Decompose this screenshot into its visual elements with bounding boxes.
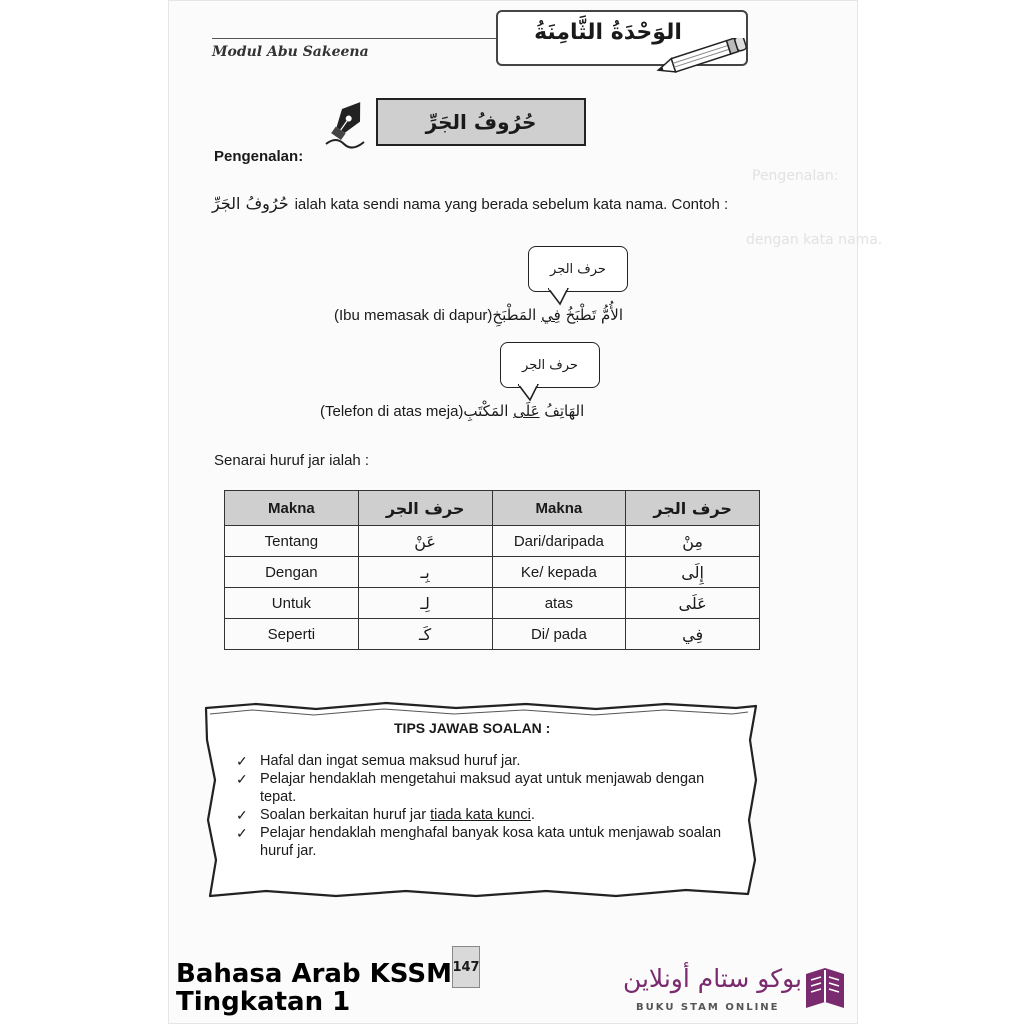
example-meaning: (Ibu memasak di dapur) bbox=[334, 307, 493, 324]
check-icon: ✓ bbox=[236, 825, 248, 841]
intro-term: حُرُوفُ الجَرِّ bbox=[212, 194, 289, 213]
table-cell: مِنْ bbox=[626, 526, 760, 557]
table-cell: Di/ pada bbox=[492, 619, 626, 650]
tips-title: TIPS JAWAB SOALAN : bbox=[394, 720, 551, 736]
speech-bubble-label: حرف الجر bbox=[500, 342, 600, 388]
example-sentence bbox=[334, 306, 623, 324]
tip-text: Pelajar hendaklah mengetahui maksud ayat untuk menjawab dengan tepat. bbox=[260, 771, 705, 805]
book-title bbox=[176, 960, 452, 1016]
column-header: Makna bbox=[225, 491, 359, 526]
intro-paragraph bbox=[212, 194, 728, 213]
tip-item bbox=[236, 824, 736, 860]
table-cell: عَلَى bbox=[626, 588, 760, 619]
watermark-arabic: بوكو ستام أونلاين bbox=[622, 964, 802, 993]
tip-text: Soalan berkaitan huruf jar bbox=[260, 807, 431, 823]
table-cell: Ke/ kepada bbox=[492, 557, 626, 588]
tip-item bbox=[236, 806, 736, 824]
topic-title: حُرُوفُ الجَرِّ bbox=[376, 98, 586, 146]
module-name: Modul Abu Sakeena bbox=[212, 44, 369, 60]
header-rule bbox=[212, 38, 498, 39]
tip-underlined: tiada kata kunci bbox=[430, 807, 531, 823]
section-heading: Pengenalan: bbox=[214, 148, 304, 165]
bleed-through-text: dengan kata nama. bbox=[746, 232, 883, 248]
tip-item bbox=[236, 770, 736, 806]
bubble-tail bbox=[548, 288, 572, 306]
table-cell: كَـ bbox=[358, 619, 492, 650]
example-meaning: (Telefon di atas meja) bbox=[320, 403, 464, 420]
table-row bbox=[225, 619, 760, 650]
table-cell: Tentang bbox=[225, 526, 359, 557]
check-icon: ✓ bbox=[236, 753, 248, 769]
example-highlight: عَلَى bbox=[513, 402, 540, 420]
tip-item bbox=[236, 752, 736, 770]
speech-bubble-label: حرف الجر bbox=[528, 246, 628, 292]
example-arabic-part: الهَاتِفُ bbox=[539, 402, 585, 420]
table-cell: عَنْ bbox=[358, 526, 492, 557]
column-header: حرف الجر bbox=[358, 491, 492, 526]
book-logo-icon bbox=[802, 962, 848, 1012]
check-icon: ✓ bbox=[236, 807, 248, 823]
column-header: حرف الجر bbox=[626, 491, 760, 526]
fountain-pen-icon bbox=[322, 96, 372, 150]
table-cell: Dengan bbox=[225, 557, 359, 588]
tips-list bbox=[236, 752, 736, 860]
tip-text: Hafal dan ingat semua maksud huruf jar. bbox=[260, 753, 521, 769]
example-arabic bbox=[463, 402, 584, 420]
intro-text: ialah kata sendi nama yang berada sebelum kata nama. Contoh : bbox=[294, 196, 729, 213]
table-cell: atas bbox=[492, 588, 626, 619]
tip-text: . bbox=[530, 807, 535, 823]
example-arabic-part: الأُمُّ تَطْبَخُ bbox=[560, 306, 624, 324]
example-highlight: فِي bbox=[541, 306, 561, 324]
unit-title: الوَحْدَةُ الثَّامِنَةُ bbox=[534, 20, 682, 45]
table-cell: Dari/daripada bbox=[492, 526, 626, 557]
column-header: Makna bbox=[492, 491, 626, 526]
list-intro: Senarai huruf jar ialah : bbox=[214, 452, 370, 469]
bubble-tail bbox=[518, 384, 542, 402]
table-cell: Untuk bbox=[225, 588, 359, 619]
table-row bbox=[225, 588, 760, 619]
bleed-through-text: Pengenalan: bbox=[752, 168, 839, 184]
page-number: 147 bbox=[452, 946, 480, 988]
example-arabic-part: المَكْتَبِ bbox=[463, 402, 514, 420]
book-title-line: Bahasa Arab KSSM bbox=[176, 959, 452, 989]
huruf-jar-table bbox=[224, 490, 760, 650]
table-cell: فِي bbox=[626, 619, 760, 650]
table-row bbox=[225, 526, 760, 557]
table-header-row bbox=[225, 491, 760, 526]
example-arabic bbox=[492, 306, 623, 324]
example-sentence bbox=[320, 402, 584, 420]
table-cell: لِـ bbox=[358, 588, 492, 619]
watermark-english: BUKU STAM ONLINE bbox=[636, 1002, 780, 1013]
table-cell: إِلَى bbox=[626, 557, 760, 588]
table-row bbox=[225, 557, 760, 588]
tip-text: Pelajar hendaklah menghafal banyak kosa kata untuk menjawab soalan huruf jar. bbox=[260, 825, 722, 859]
table-cell: بِـ bbox=[358, 557, 492, 588]
check-icon: ✓ bbox=[236, 771, 248, 787]
book-title-line: Tingkatan 1 bbox=[176, 987, 351, 1017]
table-cell: Seperti bbox=[225, 619, 359, 650]
example-arabic-part: المَطْبَخِ bbox=[492, 306, 542, 324]
pencil-icon bbox=[652, 38, 752, 74]
